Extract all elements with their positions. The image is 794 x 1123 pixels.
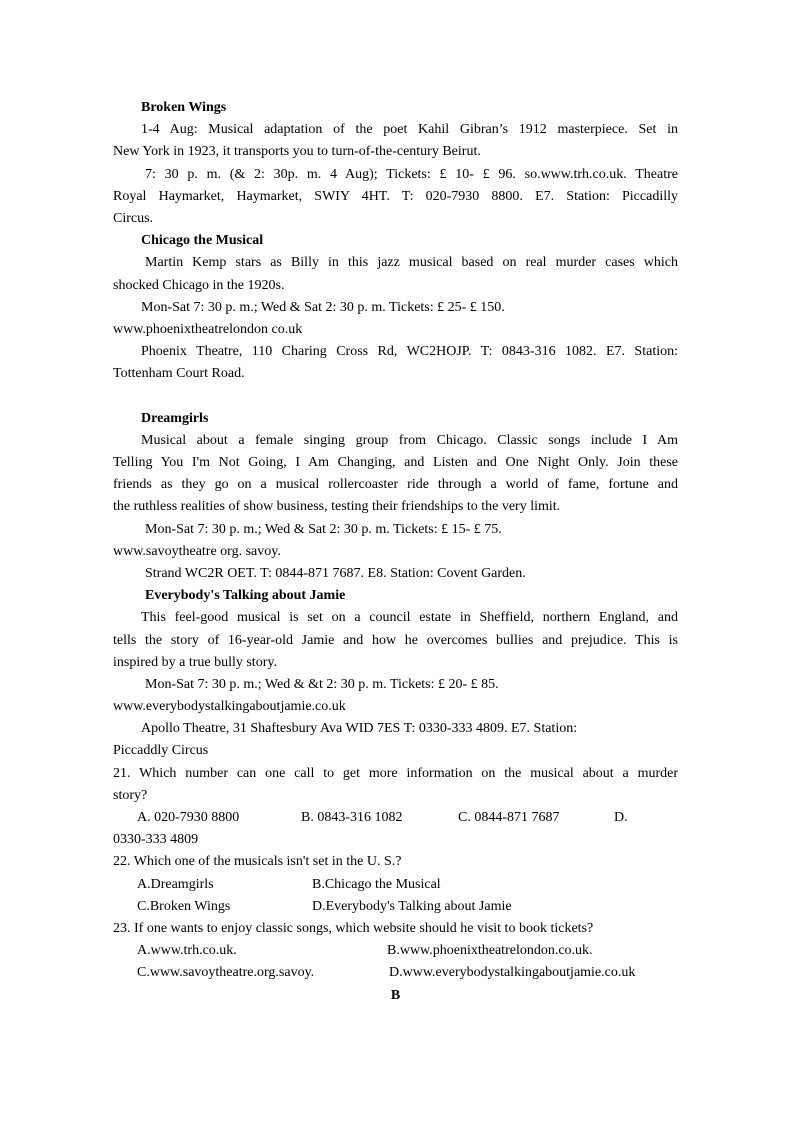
option-d-cont: 0330-333 4809 <box>113 832 199 848</box>
listing-times: 7: 30 p. m. (& 2: 30p. m. 4 Aug); Tickets: £ 10- £ 96. so.www.trh.co.uk. Theatre <box>145 166 678 182</box>
listing-desc: Martin Kemp stars as Billy in this jazz musical based on real murder cases which <box>145 255 678 271</box>
question-21: 21. Which number can one call to get more information on the musical about a murder <box>113 765 678 781</box>
listing-address: Strand WC2R OET. T: 0844-871 7687. E8. Station: Covent Garden. <box>145 565 526 581</box>
option-d: D.www.everybodystalkingaboutjamie.co.uk <box>389 965 636 981</box>
question-23-options-ab <box>113 940 678 962</box>
listing-desc: 1-4 Aug: Musical adaptation of the poet Kahil Gibran’s 1912 masterpiece. Set in <box>141 122 678 138</box>
listing-desc: tells the story of 16-year-old Jamie and how he overcomes bullies and prejudice. This is <box>113 632 678 648</box>
listing-title-dreamgirls: Dreamgirls <box>141 410 209 426</box>
listing-address: Circus. <box>113 210 154 226</box>
option-a: A. 020-7930 8800 <box>137 810 240 825</box>
listing-desc: friends as they go on a musical rollercoaster ride through a world of fame, fortune and <box>113 477 678 493</box>
spacer <box>113 385 678 407</box>
listing-desc: inspired by a true bully story. <box>113 654 277 670</box>
listing-desc: shocked Chicago in the 1920s. <box>113 277 285 293</box>
listing-address: Tottenham Court Road. <box>113 366 245 382</box>
listing-title-jamie: Everybody's Talking about Jamie <box>145 588 346 604</box>
listing-desc: New York in 1923, it transports you to turn-of-the-century Beirut. <box>113 144 481 160</box>
listing-title-broken-wings: Broken Wings <box>141 100 227 115</box>
question-21-cont: story? <box>113 787 148 803</box>
question-23: 23. If one wants to enjoy classic songs, which website should he visit to book tickets? <box>113 920 594 936</box>
listing-desc: the ruthless realities of show business, testing their friendships to the very limit. <box>113 499 561 515</box>
listing-times: Mon-Sat 7: 30 p. m.; Wed & Sat 2: 30 p. m. Tickets: £ 15- £ 75. <box>145 521 502 537</box>
listing-website: www.savoytheatre org. savoy. <box>113 543 281 559</box>
question-22-options-ab <box>113 874 678 896</box>
option-c: C. 0844-871 7687 <box>458 810 560 825</box>
option-d: D.Everybody's Talking about Jamie <box>312 898 512 914</box>
listing-desc: Musical about a female singing group from Chicago. Classic songs include I Am <box>141 432 678 448</box>
listing-desc: This feel-good musical is set on a council estate in Sheffield, northern England, and <box>141 610 678 626</box>
option-a: A.www.trh.co.uk. <box>137 943 237 959</box>
option-c: C.www.savoytheatre.org.savoy. <box>137 965 315 981</box>
listing-website: www.everybodystalkingaboutjamie.co.uk <box>113 699 346 715</box>
listing-times: Mon-Sat 7: 30 p. m.; Wed & Sat 2: 30 p. m. Tickets: £ 25- £ 150. <box>141 299 505 315</box>
option-d: D. <box>614 810 628 825</box>
listing-desc: Telling You I'm Not Going, I Am Changing, and Listen and One Night Only. Join these <box>113 455 678 470</box>
listing-website: www.phoenixtheatrelondon co.uk <box>113 321 303 337</box>
listing-address: Royal Haymarket, Haymarket, SWIY 4HT. T: 020-7930 8800. E7. Station: Piccadilly <box>113 188 678 204</box>
question-22: 22. Which one of the musicals isn't set in the U. S.? <box>113 854 402 870</box>
question-22-options-cd <box>113 896 678 918</box>
listing-title-chicago: Chicago the Musical <box>141 233 264 249</box>
question-23-options-cd <box>113 962 678 984</box>
question-21-options <box>113 807 678 829</box>
document-content <box>113 97 678 1007</box>
option-a: A.Dreamgirls <box>137 876 214 892</box>
option-c: C.Broken Wings <box>137 898 231 914</box>
option-b: B.Chicago the Musical <box>312 876 441 892</box>
listing-address: Phoenix Theatre, 110 Charing Cross Rd, WC2HOJP. T: 0843-316 1082. E7. Station: <box>141 344 678 360</box>
option-b: B. 0843-316 1082 <box>301 810 403 825</box>
listing-address: Piccaddly Circus <box>113 743 209 759</box>
listing-address: Apollo Theatre, 31 Shaftesbury Ava WID 7ES T: 0330-333 4809. E7. Station: <box>141 721 578 737</box>
option-b: B.www.phoenixtheatrelondon.co.uk. <box>387 943 593 959</box>
section-label: B <box>390 987 401 1003</box>
listing-times: Mon-Sat 7: 30 p. m.; Wed & &t 2: 30 p. m. Tickets: £ 20- £ 85. <box>145 676 499 692</box>
